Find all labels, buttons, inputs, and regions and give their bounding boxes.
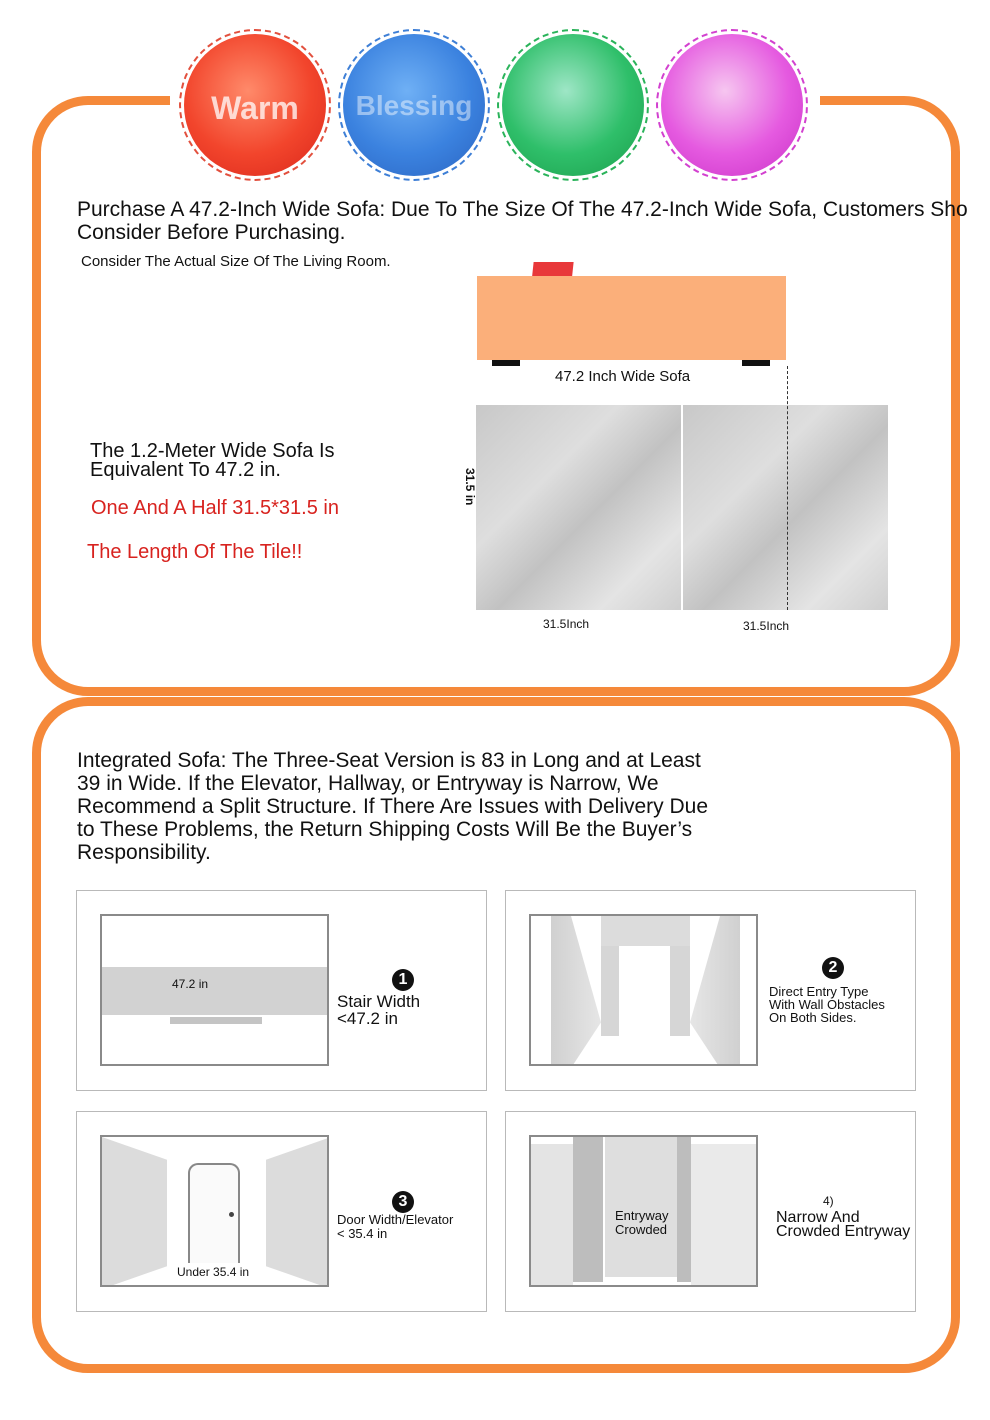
stair-width-label: 47.2 in: [172, 977, 209, 991]
card-door-width: [76, 1111, 487, 1312]
entry-center-panel: [605, 1137, 677, 1277]
sofa-leg-right: [742, 360, 770, 366]
room-left-wall: [102, 1137, 167, 1287]
red-note-2: The Length Of The Tile!!: [87, 541, 303, 563]
tile-label-2: 31.5Inch: [743, 619, 790, 633]
door-width-label: Under 35.4 in: [177, 1265, 250, 1279]
red-note-1: One And A Half 31.5*31.5 in: [91, 497, 339, 519]
badge-4-label: 4): [823, 1194, 834, 1208]
door-knob-icon: [229, 1212, 234, 1217]
green-ball-ring: [497, 29, 649, 181]
tile-label-1: 31.5Inch: [543, 617, 590, 631]
door-caption: Door Width/Elevator < 35.4 in: [337, 1212, 454, 1241]
door-illustration: [100, 1135, 329, 1287]
blue-ball-ring: [338, 29, 490, 181]
section-1-subtitle: Consider The Actual Size Of The Living Room.: [81, 253, 391, 270]
entryway-illustration: [529, 1135, 758, 1287]
red-ball-ring: [179, 29, 331, 181]
entry-right-panel: [691, 1144, 758, 1287]
red-ball-icon: Warm: [184, 34, 326, 176]
badge-2-icon: 2: [822, 957, 844, 979]
entry-left-panel: [531, 1144, 573, 1287]
blue-ball-icon: Blessing: [343, 34, 485, 176]
entry-right-edge: [677, 1137, 691, 1282]
floor-tile-1: [476, 405, 681, 610]
hall-left-wall: [551, 916, 601, 1066]
tile-height-label: 31.5 in: [463, 468, 477, 506]
pink-ball-ring: [656, 29, 808, 181]
stair-illustration: [100, 914, 329, 1066]
floor-tile-2: [683, 405, 888, 610]
hall-right-wall: [690, 916, 740, 1066]
hallway-illustration: [529, 914, 758, 1066]
entryway-crowded-label: Entryway Crowded: [615, 1208, 669, 1237]
entryway-caption: Narrow And Crowded Entryway: [776, 1209, 911, 1240]
stair-band: [102, 967, 329, 1015]
sofa-width-marker: [787, 366, 788, 610]
badge-3-icon: 3: [392, 1191, 414, 1213]
stair-step: [170, 1017, 262, 1024]
equivalence-text: The 1.2-Meter Wide Sofa Is Equivalent To 47.2 in.: [90, 440, 335, 481]
direct-entry-caption: Direct Entry Type With Wall Obstacles On Both Sides.: [769, 984, 885, 1025]
section-2-title: Integrated Sofa: The Three-Seat Version is 83 in Long and at Least 39 in Wide. If the Elevator, Hallway, or Entryway is Narrow, We Recommend a Split Structure. If There Are Issues with Delivery Due to These Problems, the Return Shipping Costs Will Be the Buyer’s Responsibility.: [77, 749, 709, 864]
section-1-title: Purchase A 47.2-Inch Wide Sofa: Due To The Size Of The 47.2-Inch Wide Sofa, Customers Sho Consider Before Purchasing.: [77, 198, 968, 244]
sofa-label: 47.2 Inch Wide Sofa: [555, 368, 691, 385]
sofa-leg-left: [492, 360, 520, 366]
entry-left-edge: [573, 1137, 603, 1282]
hall-door-left: [601, 946, 619, 1036]
card-direct-entry: [505, 890, 916, 1091]
stair-caption: Stair Width <47.2 in: [337, 992, 421, 1028]
badge-1-icon: 1: [392, 969, 414, 991]
room-right-wall: [266, 1137, 329, 1287]
hall-back-wall: [601, 916, 690, 946]
hall-door-right: [670, 946, 690, 1036]
sofa-body: [477, 276, 786, 360]
card-crowded-entryway: [505, 1111, 916, 1312]
card-stair-width: [76, 890, 487, 1091]
